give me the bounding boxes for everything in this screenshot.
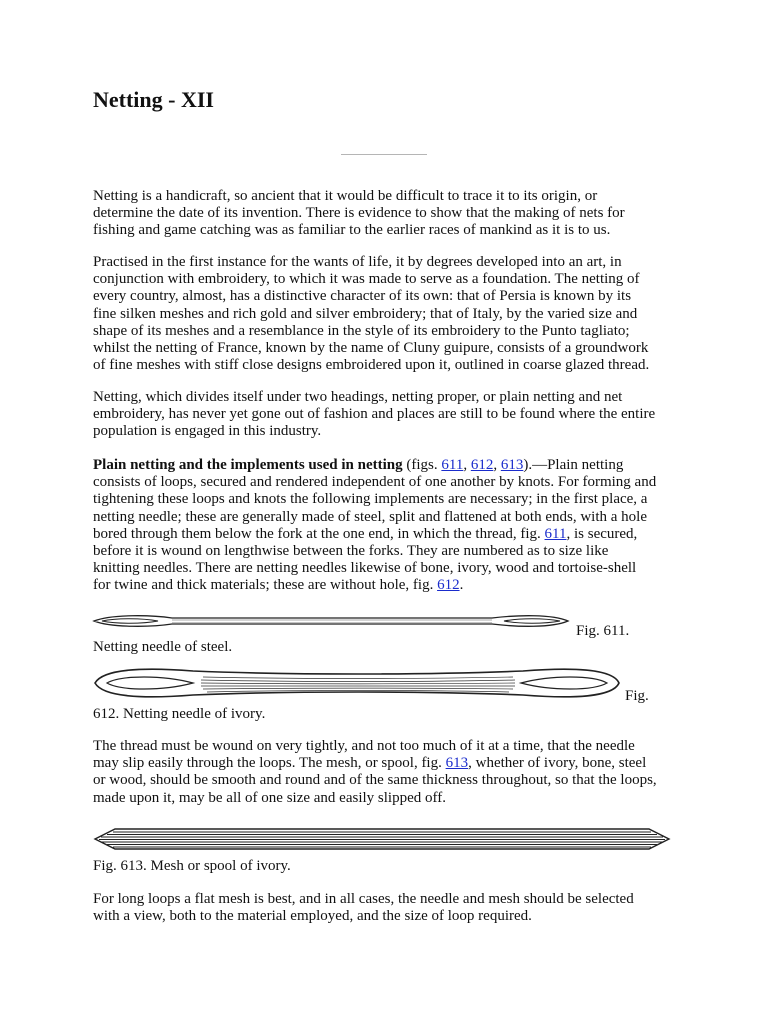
paragraph-history (93, 254, 693, 374)
paragraph-thread (93, 738, 693, 807)
text-line: Practised in the first instance for the wants of life, it by degrees developed into an art, in (93, 254, 622, 270)
paragraph-intro (93, 188, 693, 240)
figure-612-caption: 612. Netting needle of ivory. (93, 706, 266, 722)
text-line: Plain netting and the implements used in netting (figs. 611, 612, 613).—Plain netting (93, 457, 624, 473)
paragraph-implements (93, 457, 693, 595)
text-line: for twine and thick materials; these are without hole, fig. 612. (93, 577, 464, 594)
text-line: The thread must be wound on very tightly, and not too much of it at a time, that the needle (93, 738, 635, 754)
text-line: of fine meshes with stiff close designs embroidered upon it, outlined in coarse glazed thread. (93, 357, 650, 374)
text-line: fine silken meshes and rich gold and silver embroidery; that of Italy, by the varied size and (93, 305, 638, 322)
page-title: Netting - XII (93, 87, 214, 112)
paragraph-long-loops (93, 891, 693, 925)
text-line: population is engaged in this industry. (93, 423, 322, 440)
text-line: or wood, should be smooth and round and of the same thickness throughout, so that the loops, (93, 772, 657, 789)
text-line: fishing and game catching was as familiar to the earlier races of mankind as it is to us. (93, 222, 611, 239)
text-line: knitting needles. There are netting needles likewise of bone, ivory, wood and tortoise-shell (93, 560, 637, 577)
fig-611-link[interactable]: 611 (441, 457, 464, 473)
text-line: shape of its meshes and a resemblance in the style of its embroidery to the Punto tagliato; (93, 322, 630, 339)
text-line: may slip easily through the loops. The mesh, or spool, fig. 613, whether of ivory, bone, steel (93, 755, 647, 772)
figure-612-label: Fig. (625, 688, 649, 704)
fig-613-link[interactable]: 613 (445, 755, 469, 772)
figure-611-caption: Netting needle of steel. (93, 639, 233, 655)
text-line: before it is wound on lengthwise between the forks. They are numbered as to size like (93, 543, 609, 560)
section-heading: Plain netting and the implements used in netting (93, 457, 403, 473)
figure-611-label: Fig. 611. (576, 623, 630, 639)
text-line: determine the date of its invention. There is evidence to show that the making of nets for (93, 205, 625, 222)
fig-612-link[interactable]: 612 (437, 577, 460, 594)
text-line: tightening these loops and knots the following implements are necessary; in the first place, a (93, 491, 648, 508)
ivory-netting-needle-image (93, 663, 621, 703)
steel-netting-needle-image (92, 612, 570, 630)
text-line: Netting, which divides itself under two headings, netting proper, or plain netting and net (93, 389, 623, 405)
fig-612-link[interactable]: 612 (470, 457, 494, 473)
paragraph-fashion (93, 389, 693, 441)
title-divider (341, 154, 427, 155)
text-line: with a view, both to the material employed, and the size of loop required. (93, 908, 532, 925)
text-line: consists of loops, secured and rendered independent of one another by knots. For forming and (93, 474, 657, 491)
fig-613-link[interactable]: 613 (500, 457, 524, 473)
text-line: Netting is a handicraft, so ancient that it would be difficult to trace it to its origin, or (93, 188, 598, 204)
text-line: bored through them below the fork at the one end, in which the thread, fig. 611, is secured, (93, 525, 638, 542)
text-line: conjunction with embroidery, to which it was made to serve as a foundation. The netting of (93, 271, 640, 288)
text-line: netting needle; these are generally made of steel, split and flattened at both ends, with a hole (93, 508, 647, 525)
ivory-mesh-spool-image (93, 826, 671, 852)
fig-611-link[interactable]: 611 (544, 525, 567, 542)
text-line: made upon it, may be all of one size and easily slipped off. (93, 789, 446, 806)
text-line: whilst the netting of France, known by the name of Cluny guipure, consists of a groundwork (93, 340, 649, 357)
text-line: For long loops a flat mesh is best, and in all cases, the needle and mesh should be selected (93, 891, 634, 907)
text-line: every country, almost, has a distinctive character of its own: that of Persia is known by its (93, 288, 632, 305)
figure-613-caption: Fig. 613. Mesh or spool of ivory. (93, 858, 291, 874)
text-line: embroidery, has never yet gone out of fashion and places are still to be found where the entire (93, 406, 656, 423)
